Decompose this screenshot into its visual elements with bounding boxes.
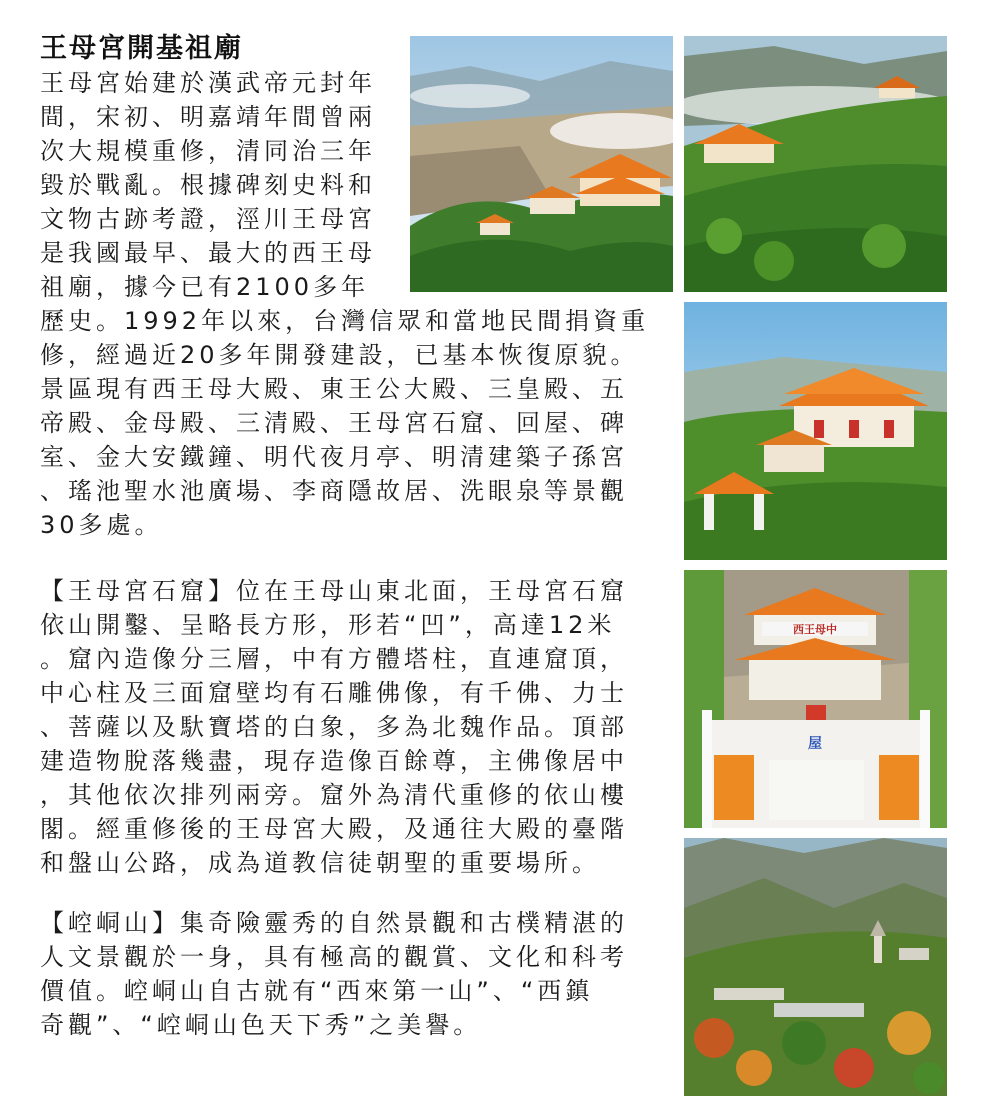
intro-line-3: 次大規模重修，清同治三年 [40, 137, 376, 165]
intro-line-5: 文物古跡考證，涇川王母宮 [40, 205, 376, 233]
grotto-line-9: 和盤山公路，成為道教信徒朝聖的重要場所。 [40, 849, 600, 877]
photo-main-hall [684, 302, 947, 560]
grotto-line-8: 閣。經重修後的王母宮大殿，及通往大殿的臺階 [40, 815, 628, 843]
grotto-line-1: 【王母宮石窟】位在王母山東北面，王母宮石窟 [40, 577, 628, 605]
intro-line-1: 王母宮始建於漢武帝元封年 [40, 69, 376, 97]
intro-line-8: 歷史。1992年以來，台灣信眾和當地民間捐資重 [40, 307, 650, 335]
grotto-sign-text: 西王母中 [793, 623, 837, 636]
grotto-line-4: 中心柱及三面窟壁均有石雕佛像，有千佛、力士 [40, 679, 628, 707]
photo-grotto-gate [684, 570, 947, 828]
intro-line-13: 、瑤池聖水池廣場、李商隱故居、洗眼泉等景觀 [40, 477, 628, 505]
intro-line-4: 毀於戰亂。根據碑刻史料和 [40, 171, 376, 199]
grotto-line-2: 依山開鑿、呈略長方形，形若“凹”，高達12米 [40, 611, 616, 639]
grotto-line-6: 建造物脫落幾盡，現存造像百餘尊，主佛像居中 [40, 747, 628, 775]
kongtong-line-2: 人文景觀於一身，具有極高的觀賞、文化和科考 [40, 943, 628, 971]
intro-line-12: 室、金大安鐵鐘、明代夜月亭、明清建築子孫宮 [40, 443, 628, 471]
intro-line-14: 30多處。 [40, 511, 163, 539]
article-title: 王母宮開基祖廟 [40, 33, 243, 64]
grotto-line-7: ，其他依次排列兩旁。窟外為清代重修的依山樓 [40, 781, 628, 809]
intro-line-10: 景區現有西王母大殿、東王公大殿、三皇殿、五 [40, 375, 628, 403]
kongtong-line-4: 奇觀”、“崆峒山色天下秀”之美譽。 [40, 1011, 482, 1039]
intro-line-7: 祖廟，據今已有2100多年 [40, 273, 370, 301]
photo-temple-valley [410, 36, 673, 292]
grotto-line-5: 、菩薩以及馱寶塔的白象，多為北魏作品。頂部 [40, 713, 628, 741]
intro-line-9: 修，經過近20多年開發建設，已基本恢復原貌。 [40, 341, 639, 369]
photo-kongtong-mountain [684, 838, 947, 1096]
kongtong-line-3: 價值。崆峒山自古就有“西來第一山”、“西鎮 [40, 977, 594, 1005]
kongtong-line-1: 【崆峒山】集奇險靈秀的自然景觀和古樸精湛的 [40, 909, 628, 937]
intro-line-6: 是我國最早、最大的西王母 [40, 239, 376, 267]
photo-forest-ridge [684, 36, 947, 292]
grotto-gate-text: 屋 [808, 736, 822, 752]
intro-line-2: 間，宋初、明嘉靖年間曾兩 [40, 103, 376, 131]
intro-line-11: 帝殿、金母殿、三清殿、王母宮石窟、回屋、碑 [40, 409, 628, 437]
grotto-line-3: 。窟內造像分三層，中有方體塔柱，直連窟頂， [40, 645, 628, 673]
